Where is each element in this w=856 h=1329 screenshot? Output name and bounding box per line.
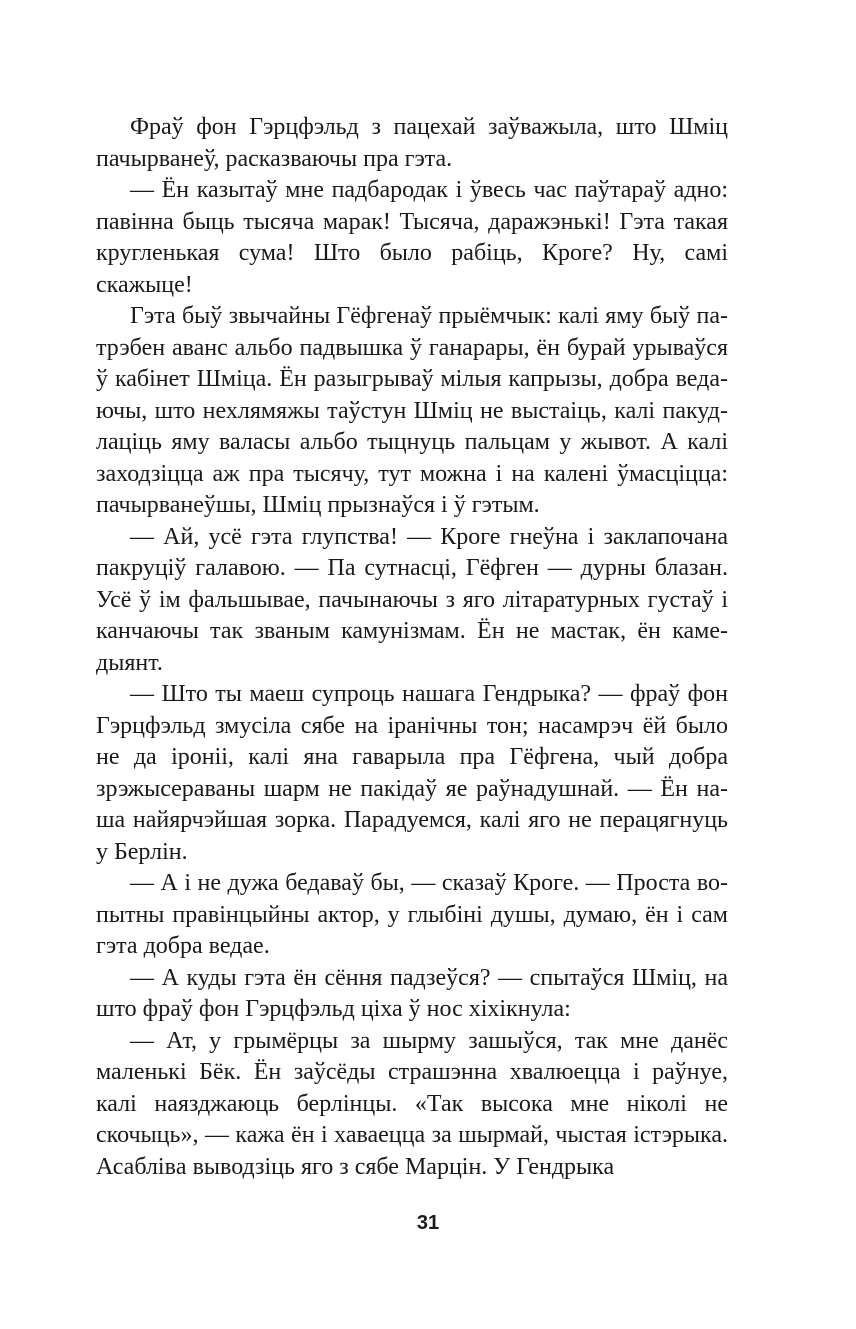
paragraph: — Што ты маеш супроць нашага Гендрыка? — фраў фон Гэрцфэльд змусіла сябе на іранічны тон; насамрэч ёй было не да іроніі, калі яна гаварыла пра Гёфгена, чый добра зрэжысераваны шарм не пакідаў яе раўнадушнай. — Ён наша найярчэйшая зорка. Парадуемся, калі яго не перацягнуць у Берлін.	[96, 681, 728, 865]
paragraph: — Ён казытаў мне падбародак і ўвесь час паўтараў адно: павінна быць тысяча марак! Тысяча, даражэнькі! Гэта такая кругленькая сума! Што было рабіць, Кроге? Ну, самі скажыце!	[96, 177, 728, 298]
page-number: 31	[416, 1212, 440, 1234]
paragraph: — А куды гэта ён сёння падзеўся? — спытаўся Шміц, на што фраў фон Гэрцфэльд ціха ў нос хіхікнула:	[96, 964, 728, 1022]
paragraph: Фраў фон Гэрцфэльд з пацехай заўважыла, што Шміц пачырванеў, расказваючы пра гэта.	[96, 114, 728, 172]
paragraph: Гэта быў звычайны Гёфгенаў прыёмчык: калі яму быў патрэбен аванс альбо падвышка ў ганарары, ён бурай урываўся ў кабінет Шміца. Ён разыгрываў мілыя капрызы, добра ведаючы, што нехлямяжы таўстун Шміц не выстаіць, калі пакудлаціць яму валасы альбо тыцнуць пальцам у жывот. А калі заходзіцца аж пра тысячу, тут можна і на калені ўмасціцца: пачырванеўшы, Шміц прызнаўся і ў гэтым.	[96, 303, 728, 518]
paragraph: — Ат, у грымёрцы за шырму зашыўся, так мне данёс маленькі Бёк. Ён заўсёды страшэнна хвалюецца і раўнуе, калі наязджаюць берлінцы. «Так высока мне ніколі не скочыць», — кажа ён і хаваецца за шырмай, чыстая істэрыка. Асаблівa выводзіць яго з сябе Марцін. У Гендрыка	[96, 1027, 728, 1180]
paragraph: — А і не дужа бедаваў бы, — сказаў Кроге. — Проста вопытны правінцыйны актор, у глыбіні душы, думаю, ён і сам гэта добра ведае.	[96, 870, 728, 959]
paragraph: — Ай, усё гэта глупства! — Кроге гнеўна і заклапочана пакруціў галавою. — Па сутнасці, Гёфген — дурны блазан. Усё ў ім фальшывае, пачынаючы з яго літаратурных густаў і канчаючы так званым камунізмам. Ён не мастак, ён камедыянт.	[96, 523, 728, 676]
body-text	[96, 112, 728, 1183]
